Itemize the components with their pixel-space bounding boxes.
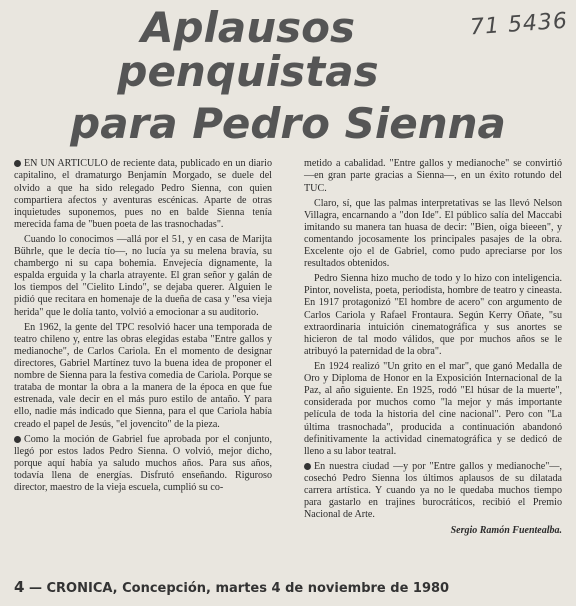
paragraph: Como la moción de Gabriel fue aprobada por el conjunto, llegó por estos lados Pedro Sienna. O volvió, mejor dicho, porque aquí había ya saludo muchos años. Para sus años, todavía llena de energías. Disfrutó enseñando. Riguroso director, maestro de la vieja escuela, cumplió su co-: [14, 433, 272, 494]
paragraph: EN UN ARTICULO de reciente data, publicado en un diario capitalino, el dramaturgo Benjamín Morgado, se duele del olvido a que ha sido relegado Pedro Sienna, con quien compartiera afectos y aventuras escénicas. Aparte de otras inquietudes suponemos, pues no en balde Sienna tenía merecida fama de "buen poeta de las trasnochadas".: [14, 158, 272, 230]
article-body: [6, 158, 570, 537]
paragraph: En 1924 realizó "Un grito en el mar", que ganó Medalla de Oro y Diploma de Honor en la Exposición Internacional de la Paz, al año siguiente. En 1925, rodó "El húsar de la muerte", considerada por muchos como "la mejor y más importante película de toda la historia del cine nacional". Pero con "La última trasnochada", producida a continuación abandonó definitivamente la actividad cinematográfica y se dedicó de lleno a su labor teatral.: [304, 361, 562, 457]
publication-line: — CRONICA, Concepción, martes 4 de noviembre de 1980: [28, 581, 450, 596]
column-right: [304, 158, 562, 537]
paragraph: En nuestra ciudad —y por "Entre gallos y medianoche"—, cosechó Pedro Sienna los últimos aplausos de su dilatada carrera artística. Y cuando ya no le quedaba muchos tiempo para gastarlo en trajines burocráticos, recibió el Premio Nacional de Arte.: [304, 460, 562, 521]
page-footer: [14, 578, 449, 596]
page-number: 4: [14, 578, 25, 596]
bullet-icon: [304, 463, 311, 470]
paragraph: Pedro Sienna hizo mucho de todo y lo hizo con inteligencia. Pintor, novelista, poeta, periodista, hombre de teatro y cineasta. En 1917 protagonizó "El hombre de acero" con argumento de Carlos Cariola y Rafael Frontaura. Según Kerry Oñate, "su extraordinaria intuición cinematográfica y sus anortes se hicieron de tal modo válidos, que por muchos años se le atribuyó la paternidad de la obra".: [304, 273, 562, 357]
handwritten-note: 71 5436: [469, 8, 569, 41]
paragraph: Claro, sí, que las palmas interpretativas se las llevó Nelson Villagra, encarnando a "don Ide". El público salía del Maccabi imitando su manera tan huasa de decir: "Bien, oiga bieeen", y comentando jocosamente los principales pasajes de la obra. Excelente ojo el de Gabriel, como pudo apreciarse por los resultados obtenidos.: [304, 197, 562, 270]
bullet-icon: [14, 436, 21, 443]
headline-line-1: Aplausos penquistas: [117, 3, 379, 97]
paragraph: Cuando lo conocimos —allá por el 51, y en casa de Marijta Bührle, que le decía tío—, no lucía ya su melena bravía, su chambergo ni su capa bohemia. Envejecía dignamente, la espalda erguida y la charla atrayente. El gran señor y galán de los tiempos del "Cielito Lindo", se dejaba querer. Alguien le pidió que recitara en homenaje de la dueña de casa y "esa vieja herida" que le dolía tanto, volvió a emocionar a su auditorio.: [14, 233, 272, 318]
author-signature: Sergio Ramón Fuentealba.: [450, 525, 562, 537]
headline-line-2: para Pedro Sienna: [70, 99, 506, 149]
paragraph: metido a cabalidad. "Entre gallos y medianoche" se convirtió —en gran parte gracias a Sienna—, en un éxito rotundo del TUC.: [304, 158, 562, 194]
paragraph: En 1962, la gente del TPC resolvió hacer una temporada de teatro chileno y, entre las obras elegidas estaba "Entre gallos y medianoche", de Carlos Cariola. En el momento de designar directores, Gabriel Martínez tuvo la buena idea de proponer el nombre de Sienna para la festiva comedia de Cariola. Porque se trataba de montar la obra a la manera de la época en que fue estrenada, vale decir en el más puro estilo de antaño. Y para ello, nadie más indicado que Sienna, para el que Cariola había creado el papel de Jesús, "el jovencito" de la pieza.: [14, 321, 272, 430]
newspaper-clipping: [0, 3, 576, 606]
column-left: [14, 158, 272, 537]
bullet-icon: [14, 160, 21, 167]
